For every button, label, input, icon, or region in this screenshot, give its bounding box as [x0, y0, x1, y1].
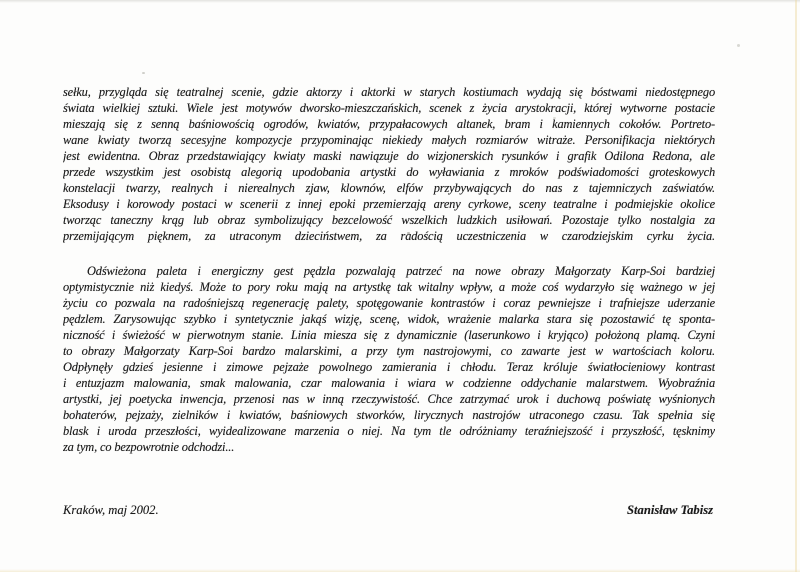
paragraph-2 — [63, 263, 715, 455]
footer-author-signature: Stanisław Tabisz — [627, 503, 713, 517]
text-line: konstelacji twarzy, realnych i nierealnych zjaw, klownów, elfów przybywających do nas z tajemniczych zaświatów. — [63, 181, 715, 195]
scan-speck — [142, 72, 145, 74]
footer-place-date: Kraków, maj 2002. — [63, 503, 159, 517]
text-line: artystki, jej poetycka inwencja, przenosi nas w inną rzeczywistość. Chce zatrzymać urok i duchową poświatę wyśnionych — [63, 392, 715, 406]
text-line: wane kwiaty tworzą secesyjne kompozycje przypominając niekiedy małych rozmiarów witraże. Personifikacja niektórych — [63, 133, 715, 147]
text-line: Odświeżona paleta i energiczny gest pędzla pozwalają patrzeć na nowe obrazy Małgorzaty Karp-Soi bardziej — [87, 264, 715, 278]
text-line: optymistycznie niż kiedyś. Może to pory roku mają na artystkę tak witalny wpływ, a może coś wydarzyło się ważnego w jej — [63, 280, 715, 294]
scan-edge-top — [0, 0, 800, 3]
text-line: mieszają się z senną baśniowością ogrodów, kwiatów, przypałacowych altanek, bram i kamiennych cokołów. Portreto- — [63, 117, 715, 131]
text-line: przemijającym pięknem, za utraconym dzieciństwem, za radością uczestniczenia w czarodziejskim cyrku życia. — [63, 229, 715, 243]
text-line: blask i uroda przeszłości, wyidealizowane marzenia o niej. Na tym tle odróżniamy teraźniejszość i przyszłość, tęsknimy — [63, 424, 715, 438]
text-line: pędzlem. Zarysowując szybko i syntetycznie jakąś wizję, scenę, widok, wrażenie malarka stara się pozostawić tę sponta- — [63, 312, 715, 326]
paragraph-1 — [63, 84, 715, 244]
text-line: bohaterów, pejzaży, zielników i kwiatów, baśniowych stworków, lirycznych nastrojów utraconego czasu. Tak spełnia się — [63, 408, 715, 422]
text-line: za tym, co bezpowrotnie odchodzi... — [63, 440, 235, 454]
text-line: to obrazy Małgorzaty Karp-Soi bardzo malarskimi, a przy tym nastrojowymi, co zawarte jest w wartościach koloru. — [63, 344, 715, 358]
text-line: Odpłynęły gdzieś jesienne i zimowe pejzaże powolnego zamierania i chłodu. Teraz króluje światłocieniowy kontrast — [63, 360, 715, 374]
text-line: Eksodusy i korowody postaci w scenerii z innej epoki przemierzają areny cyrkowe, sceny teatralne i podmiejskie okolice — [63, 197, 715, 211]
document-footer — [63, 502, 715, 518]
text-line: sełku, przygląda się teatralnej scenie, gdzie aktorzy i aktorki w starych kostiumach wydają się bóstwami niedostępnego — [63, 85, 715, 99]
text-line: przede wszystkim jest osobistą alegorią upodobania artystki do wyławiania z mroków podświadomości groteskowych — [63, 165, 715, 179]
document-body — [63, 84, 715, 455]
text-line: tworząc taneczny krąg lub obraz symbolizujący bezcelowość wszelkich ludzkich usiłowań. Pozostaje tylko nostalgia za — [63, 213, 715, 227]
text-line: niczność i świeżość w pierwotnym stanie. Linia miesza się z dynamicznie (laserunkowo i kryjąco) położoną plamą. Czyni — [63, 328, 715, 342]
text-line: świata wielkiej sztuki. Wiele jest motywów dworsko-mieszczańskich, scenek z życia arystokracji, której wytworne postacie — [63, 101, 715, 115]
text-line: życiu co pozwala na radośniejszą regenerację palety, spotęgowanie kontrastów i coraz pewniejsze i trafniejsze uderzanie — [63, 296, 715, 310]
text-line: jest ewidentna. Obraz przedstawiający kwiaty maski nawiązuje do wizjonerskich rysunków i grafik Odilona Redona, ale — [63, 149, 715, 163]
scan-speck — [737, 44, 740, 47]
scan-edge-right — [795, 0, 797, 572]
text-line: i entuzjazm malowania, smak malowania, czar malowania i wiara w codzienne oddychanie malarstwem. Wyobraźnia — [63, 376, 715, 390]
